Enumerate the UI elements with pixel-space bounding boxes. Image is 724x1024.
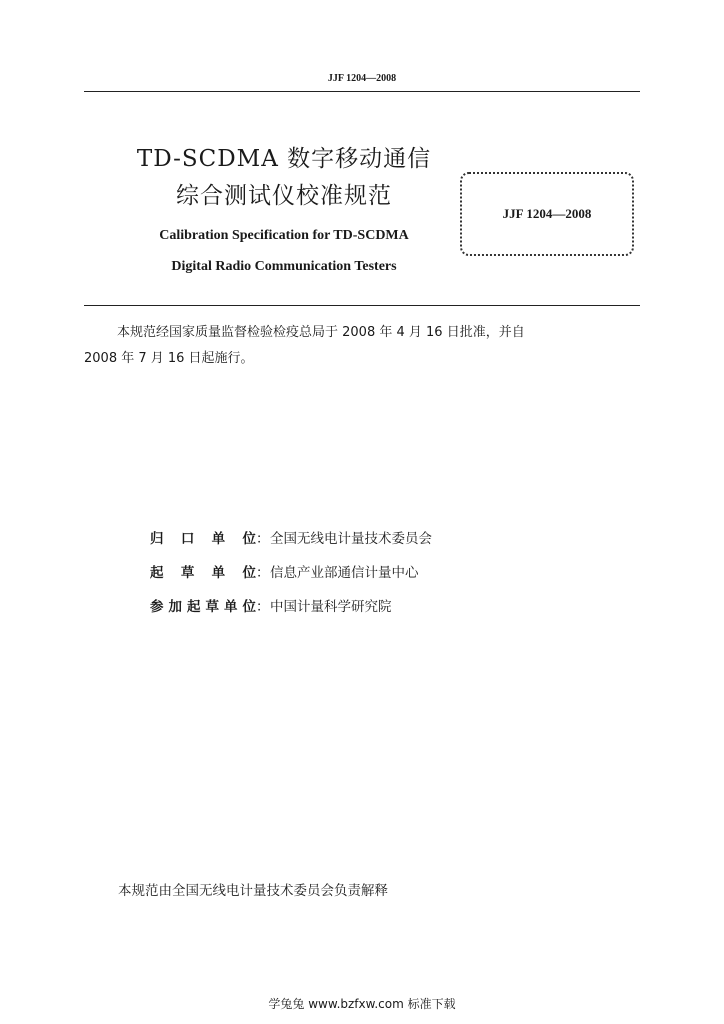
title-zh-line1: TD-SCDMA 数字移动通信 [136, 146, 432, 172]
org-label: 归口单位 [150, 531, 256, 547]
org-separator: ： [256, 565, 270, 581]
title-en-line1: Calibration Specification for TD-SCDMA [159, 228, 409, 243]
org-value: 信息产业部通信计量中心 [270, 565, 419, 581]
title-divider [84, 305, 640, 306]
org-value: 全国无线电计量技术委员会 [270, 531, 432, 547]
org-value: 中国计量科学研究院 [270, 599, 392, 615]
approval-text-line2: 2008 年 7 月 16 日起施行。 [84, 351, 254, 366]
footer-watermark-text: 学兔兔 www.bzfxw.com 标准下载 [268, 997, 456, 1011]
org-row-responsible-unit [150, 527, 432, 547]
org-separator: ： [256, 531, 270, 547]
header-standard-code: JJF 1204—2008 [327, 73, 397, 84]
approval-text-line1: 本规范经国家质量监督检验检疫总局于 2008 年 4 月 16 日批准，并自 [117, 325, 525, 340]
title-zh-line2: 综合测试仪校准规范 [176, 183, 392, 209]
interpretation-note: 本规范由全国无线电计量技术委员会负责解释 [118, 883, 388, 899]
spec-code-box-text: JJF 1204—2008 [502, 206, 592, 221]
org-label: 起草单位 [150, 565, 256, 581]
title-en-line2: Digital Radio Communication Testers [171, 259, 397, 274]
org-separator: ： [256, 599, 270, 615]
org-row-drafting-unit [150, 561, 419, 581]
org-label: 参加起草单位 [150, 599, 256, 615]
org-row-participating-unit [150, 595, 392, 615]
header-rule [84, 91, 640, 92]
